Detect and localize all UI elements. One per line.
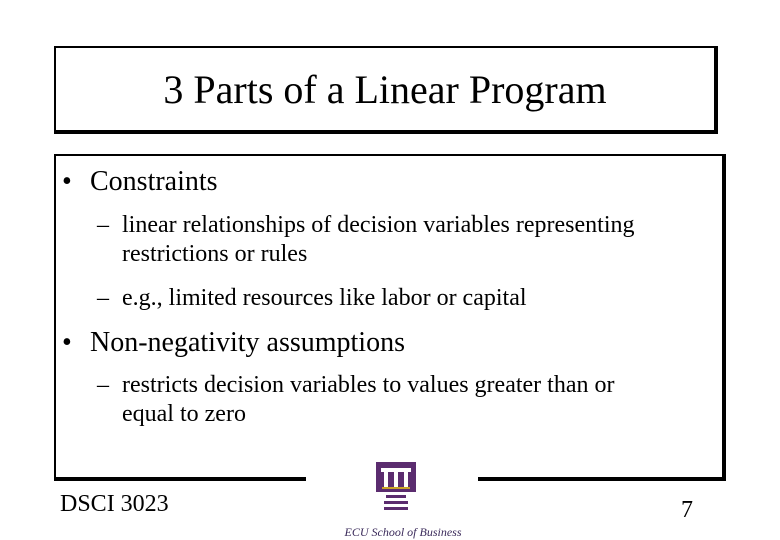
bullet-non-negativity — [62, 327, 405, 359]
title-box — [54, 46, 718, 134]
logo-caption: ECU School of Business — [344, 525, 462, 539]
dash-glyph: – — [97, 212, 109, 238]
sub-bullet — [97, 211, 635, 269]
sub-bullet-text: linear relationships of decision variables representing — [122, 212, 635, 238]
slide-title: 3 Parts of a Linear Program — [163, 67, 607, 112]
sub-bullet-text-cont: equal to zero — [122, 401, 246, 427]
bullet-constraints — [62, 166, 218, 198]
page-number: 7 — [681, 497, 693, 523]
sub-bullet-text-cont: restrictions or rules — [122, 241, 308, 267]
sub-bullet-text: restricts decision variables to values greater than or — [122, 372, 615, 398]
sub-bullet — [97, 371, 614, 429]
dash-glyph: – — [97, 372, 109, 398]
course-code: DSCI 3023 — [60, 491, 169, 517]
sub-bullet — [97, 284, 527, 313]
dash-glyph: – — [97, 285, 109, 311]
bullet-text: Non-negativity assumptions — [90, 327, 405, 358]
content-box — [54, 154, 726, 481]
bullet-glyph: • — [62, 166, 72, 197]
bullet-glyph: • — [62, 327, 72, 358]
sub-bullet-text: e.g., limited resources like labor or capital — [122, 285, 527, 311]
university-logo-icon — [376, 462, 416, 524]
bullet-text: Constraints — [90, 166, 218, 197]
